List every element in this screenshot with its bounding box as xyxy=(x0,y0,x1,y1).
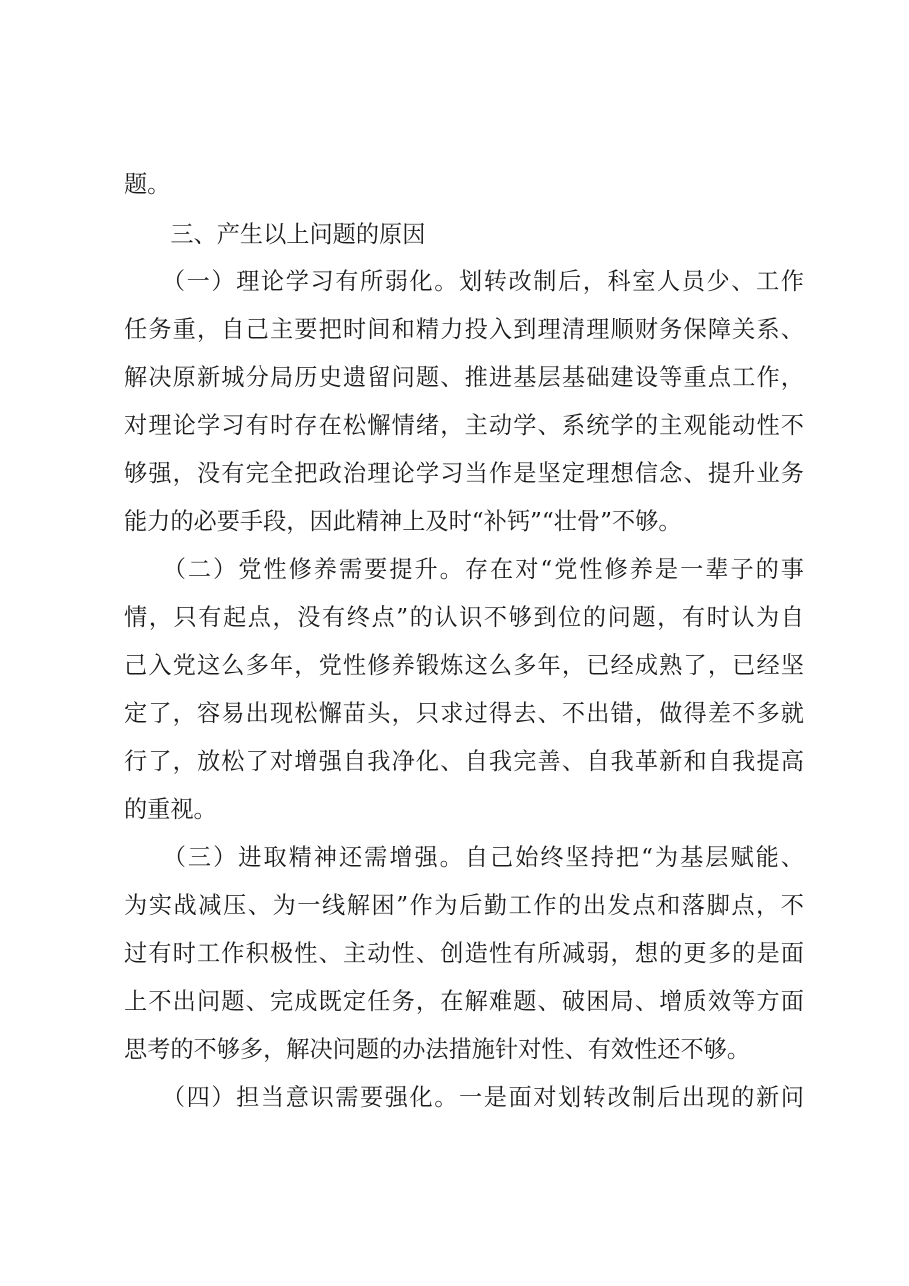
text-line: 己入党这么多年，党性修养锻炼这么多年，已经成熟了，已经坚 xyxy=(124,652,804,679)
text-line: （三）进取精神还需增强。自己始终坚持把“为基层赋能、 xyxy=(124,844,804,871)
text-line: （二）党性修养需要提升。存在对“党性修养是一辈子的事 xyxy=(124,556,804,583)
text-line: 能力的必要手段，因此精神上及时“补钙”“壮骨”不够。 xyxy=(124,508,682,535)
text-line: （一）理论学习有所弱化。划转改制后，科室人员少、工作 xyxy=(124,268,804,295)
text-line: 上不出问题、完成既定任务，在解难题、破困局、增质效等方面 xyxy=(124,988,804,1015)
text-line: 过有时工作积极性、主动性、创造性有所减弱，想的更多的是面 xyxy=(124,940,804,967)
section-heading: 三、产生以上问题的原因 xyxy=(124,221,426,248)
text-line: 题。 xyxy=(124,171,171,198)
text-line: （四）担当意识需要强化。一是面对划转改制后出现的新问 xyxy=(124,1084,804,1111)
text-line: 对理论学习有时存在松懈情绪，主动学、系统学的主观能动性不 xyxy=(124,412,804,439)
text-line: 够强，没有完全把政治理论学习当作是坚定理想信念、提升业务 xyxy=(124,460,804,487)
text-line: 的重视。 xyxy=(124,796,217,823)
text-line: 任务重，自己主要把时间和精力投入到理清理顺财务保障关系、 xyxy=(124,316,804,343)
text-line: 行了，放松了对增强自我净化、自我完善、自我革新和自我提高 xyxy=(124,748,804,775)
text-line: 情，只有起点，没有终点”的认识不够到位的问题，有时认为自 xyxy=(124,604,804,631)
text-line: 思考的不够多，解决问题的办法措施针对性、有效性还不够。 xyxy=(124,1036,751,1063)
text-line: 解决原新城分局历史遗留问题、推进基层基础建设等重点工作， xyxy=(124,364,804,391)
text-line: 为实战减压、为一线解困”作为后勤工作的出发点和落脚点，不 xyxy=(124,892,804,919)
text-line: 定了，容易出现松懈苗头，只求过得去、不出错，做得差不多就 xyxy=(124,700,804,727)
